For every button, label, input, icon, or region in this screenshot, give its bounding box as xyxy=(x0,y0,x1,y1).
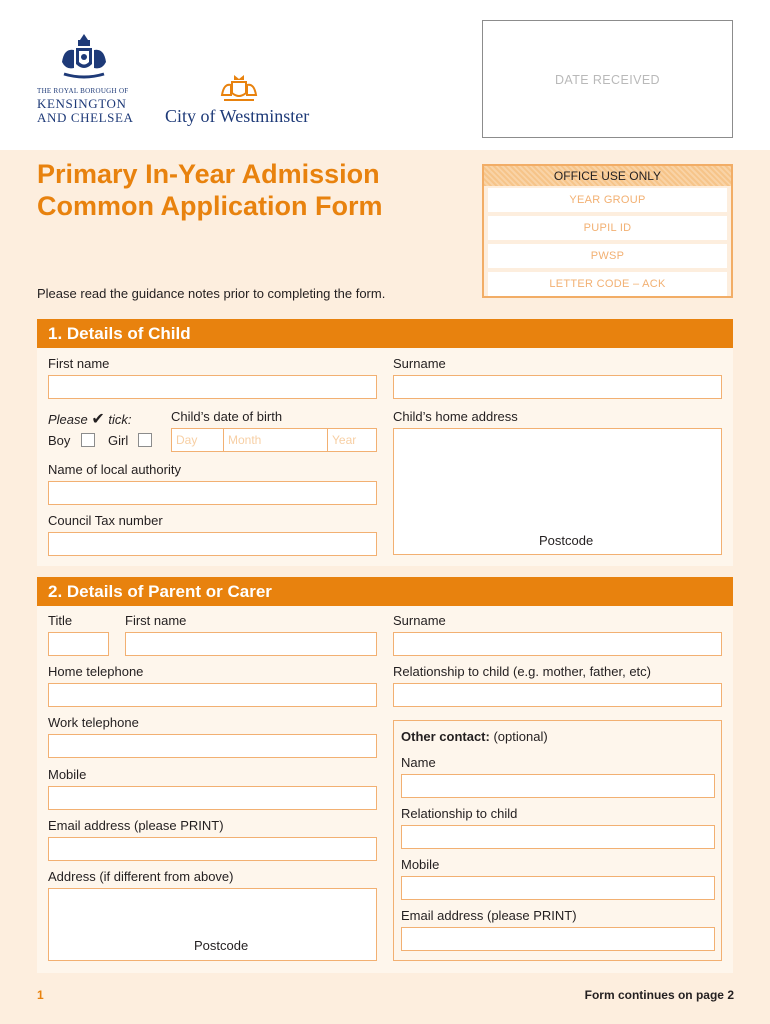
other-contact-text: Other contact: xyxy=(401,729,490,744)
mobile-input[interactable] xyxy=(48,786,377,810)
local-authority-input[interactable] xyxy=(48,481,377,505)
address-label xyxy=(48,869,233,884)
parent-first-name-input[interactable] xyxy=(125,632,377,656)
page-title-line1: Primary In-Year Admission xyxy=(37,159,380,189)
child-first-name-label: First name xyxy=(48,356,110,371)
work-telephone-input[interactable] xyxy=(48,734,377,758)
relationship-label xyxy=(393,664,651,679)
boy-checkbox[interactable] xyxy=(81,433,95,447)
form-continues-note: Form continues on page 2 xyxy=(584,988,734,1002)
tick-text: tick: xyxy=(108,412,132,427)
parent-surname-label: Surname xyxy=(393,613,446,628)
parent-title-label: Title xyxy=(48,613,73,628)
westminster-crest-icon xyxy=(220,73,258,103)
tick-icon: ✔ xyxy=(91,411,105,428)
home-telephone-input[interactable] xyxy=(48,683,377,707)
office-use-heading: OFFICE USE ONLY xyxy=(484,166,731,186)
guidance-note: Please read the guidance notes prior to completing the form. xyxy=(37,286,386,301)
dob-month-input[interactable]: Month xyxy=(223,428,328,452)
oc-email-hint: (please PRINT) xyxy=(487,908,577,923)
address-postcode-label: Postcode xyxy=(194,938,249,953)
council-tax-label: Council Tax number xyxy=(48,513,163,528)
date-received-box xyxy=(482,20,733,138)
work-telephone-label: Work telephone xyxy=(48,715,139,730)
parent-first-name-label: First name xyxy=(125,613,187,628)
mobile-label: Mobile xyxy=(48,767,87,782)
child-surname-input[interactable] xyxy=(393,375,722,399)
page-title xyxy=(37,158,477,222)
oc-mobile-input[interactable] xyxy=(401,876,715,900)
pupil-id-field: PUPIL ID xyxy=(488,216,727,240)
boy-label: Boy xyxy=(48,433,71,448)
date-received-label: DATE RECEIVED xyxy=(555,73,660,87)
child-surname-label: Surname xyxy=(393,356,446,371)
other-contact-hint: (optional) xyxy=(493,729,548,744)
email-hint: (please PRINT) xyxy=(134,818,224,833)
email-label xyxy=(48,818,224,833)
oc-name-input[interactable] xyxy=(401,774,715,798)
page-title-line2: Common Application Form xyxy=(37,191,383,221)
year-group-field: YEAR GROUP xyxy=(488,188,727,212)
home-address-label: Child’s home address xyxy=(393,409,518,424)
oc-relationship-input[interactable] xyxy=(401,825,715,849)
oc-relationship-label: Relationship to child xyxy=(401,806,518,821)
girl-checkbox[interactable] xyxy=(138,433,152,447)
address-hint: (if different from above) xyxy=(99,869,234,884)
girl-label: Girl xyxy=(108,433,129,448)
relationship-text: Relationship to child xyxy=(393,664,510,679)
please-tick-label xyxy=(48,409,132,429)
address-text: Address xyxy=(48,869,96,884)
dob-label: Child’s date of birth xyxy=(171,409,283,424)
dob-day-input[interactable]: Day xyxy=(171,428,224,452)
rbkc-crest-icon xyxy=(58,32,110,82)
letter-code-field: LETTER CODE – ACK xyxy=(488,272,727,296)
email-text: Email address xyxy=(48,818,131,833)
parent-surname-input[interactable] xyxy=(393,632,722,656)
page-number: 1 xyxy=(37,988,44,1002)
office-use-box xyxy=(482,164,733,298)
home-postcode-label: Postcode xyxy=(539,533,594,548)
home-telephone-label: Home telephone xyxy=(48,664,144,679)
rbkc-name-line2: KENSINGTON xyxy=(37,96,127,111)
please-text: Please xyxy=(48,412,88,427)
parent-title-input[interactable] xyxy=(48,632,109,656)
local-authority-label: Name of local authority xyxy=(48,462,181,477)
oc-name-label: Name xyxy=(401,755,436,770)
rbkc-name-line1: THE ROYAL BOROUGH OF xyxy=(37,87,129,95)
other-contact-label xyxy=(401,729,548,744)
relationship-hint: (e.g. mother, father, etc) xyxy=(512,664,651,679)
pwsp-field: PWSP xyxy=(488,244,727,268)
oc-email-input[interactable] xyxy=(401,927,715,951)
email-input[interactable] xyxy=(48,837,377,861)
relationship-input[interactable] xyxy=(393,683,722,707)
oc-email-label xyxy=(401,908,577,923)
westminster-name: City of Westminster xyxy=(165,106,310,126)
rbkc-name xyxy=(37,97,134,125)
section1-heading: 1. Details of Child xyxy=(37,319,733,348)
rbkc-name-line3: AND CHELSEA xyxy=(37,110,134,125)
council-tax-input[interactable] xyxy=(48,532,377,556)
dob-year-input[interactable]: Year xyxy=(327,428,377,452)
page-header xyxy=(0,0,770,150)
oc-mobile-label: Mobile xyxy=(401,857,440,872)
oc-email-text: Email address xyxy=(401,908,484,923)
section2-heading: 2. Details of Parent or Carer xyxy=(37,577,733,606)
child-first-name-input[interactable] xyxy=(48,375,377,399)
